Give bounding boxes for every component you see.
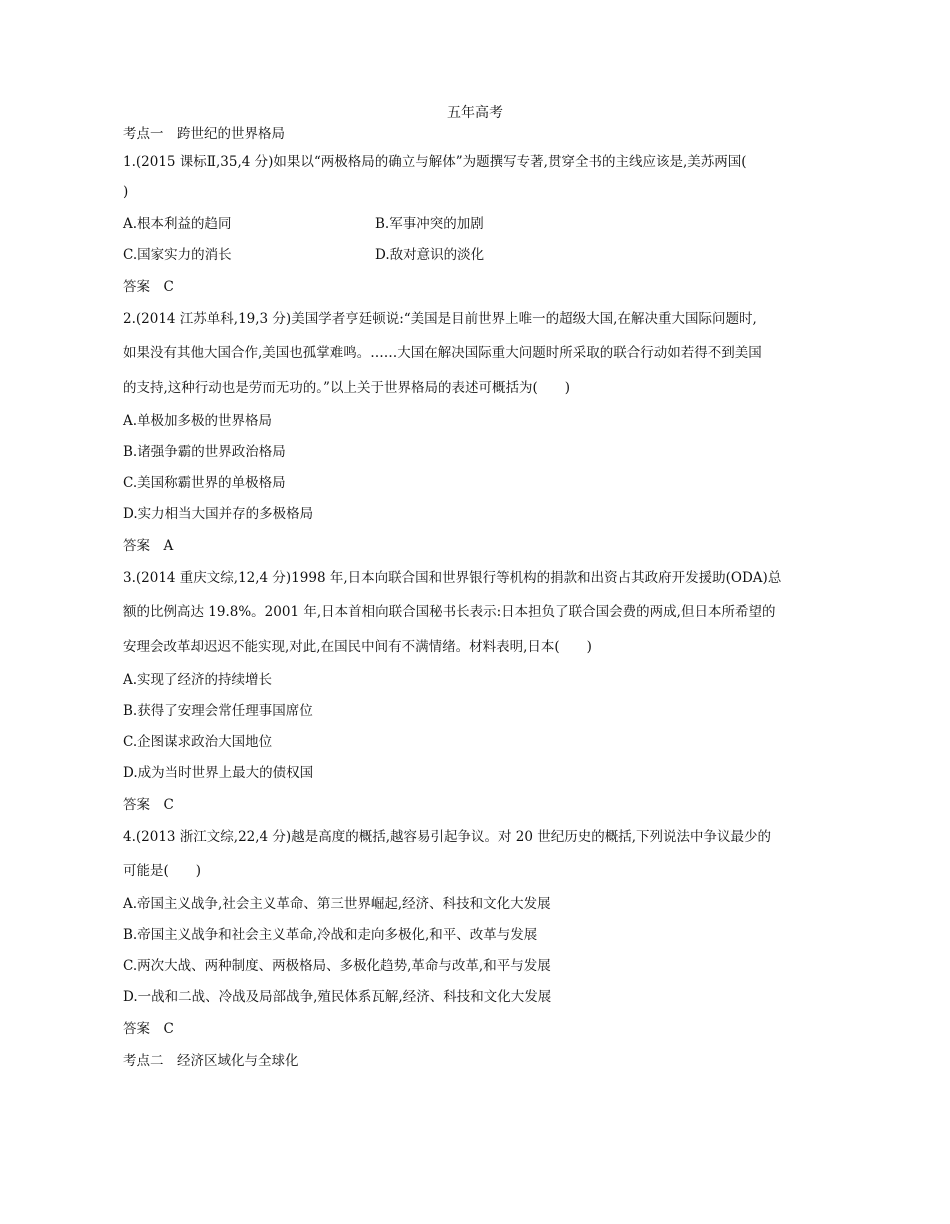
q4-stem-line2: 可能是( ): [123, 863, 202, 879]
q2-stem-line2: 如果没有其他大国合作,美国也孤掌难鸣。……大国在解决国际重大问题时所采取的联合行动如若得不到美国: [123, 345, 762, 361]
q4-option-a: A.帝国主义战争,社会主义革命、第三世界崛起,经济、科技和文化大发展: [123, 896, 551, 912]
q3-option-c: C.企图谋求政治大国地位: [123, 734, 273, 750]
q4-answer: 答案 C: [123, 1021, 174, 1037]
q2-stem-line1: 2.(2014 江苏单科,19,3 分)美国学者亨廷顿说:“美国是目前世界上唯一的超级大国,在解决重大国际问题时,: [123, 311, 757, 327]
section-heading-2: 考点二 经济区域化与全球化: [123, 1053, 299, 1069]
q1-option-c: C.国家实力的消长: [123, 247, 232, 263]
section-heading-1: 考点一 跨世纪的世界格局: [123, 126, 285, 142]
q1-option-b: B.军事冲突的加剧: [375, 216, 484, 232]
q4-option-d: D.一战和二战、冷战及局部战争,殖民体系瓦解,经济、科技和文化大发展: [123, 989, 552, 1005]
q4-stem-line1: 4.(2013 浙江文综,22,4 分)越是高度的概括,越容易引起争议。对 20 世纪历史的概括,下列说法中争议最少的: [123, 829, 772, 845]
q3-answer: 答案 C: [123, 797, 174, 813]
q2-option-a: A.单极加多极的世界格局: [123, 413, 273, 429]
q2-stem-line3: 的支持,这种行动也是劳而无功的。”以上关于世界格局的表述可概括为( ): [123, 380, 570, 396]
q3-option-d: D.成为当时世界上最大的债权国: [123, 765, 314, 781]
q2-option-b: B.诸强争霸的世界政治格局: [123, 444, 286, 460]
q2-option-c: C.美国称霸世界的单极格局: [123, 475, 286, 491]
q3-option-a: A.实现了经济的持续增长: [123, 672, 273, 688]
q4-option-c: C.两次大战、两种制度、两极格局、多极化趋势,革命与改革,和平与发展: [123, 958, 551, 974]
q1-option-d: D.敌对意识的淡化: [375, 247, 485, 263]
q1-answer: 答案 C: [123, 279, 174, 295]
q1-option-a: A.根本利益的趋同: [123, 216, 232, 232]
q1-stem-line1: 1.(2015 课标Ⅱ,35,4 分)如果以“两极格局的确立与解体”为题撰写专著,贯穿全书的主线应该是,美苏两国(: [123, 154, 747, 170]
q1-stem-line2: ): [123, 184, 129, 200]
q3-stem-line1: 3.(2014 重庆文综,12,4 分)1998 年,日本向联合国和世界银行等机构的捐款和出资占其政府开发援助(ODA)总: [123, 570, 782, 586]
q3-stem-line2: 额的比例高达 19.8%。2001 年,日本首相向联合国秘书长表示:日本担负了联合国会费的两成,但日本所希望的: [123, 604, 776, 620]
page-title: 五年高考: [447, 105, 503, 121]
q2-answer: 答案 A: [123, 538, 174, 554]
q3-stem-line3: 安理会改革却迟迟不能实现,对此,在国民中间有不满情绪。材料表明,日本( ): [123, 639, 592, 655]
q4-option-b: B.帝国主义战争和社会主义革命,冷战和走向多极化,和平、改革与发展: [123, 927, 538, 943]
q3-option-b: B.获得了安理会常任理事国席位: [123, 703, 313, 719]
q2-option-d: D.实力相当大国并存的多极格局: [123, 506, 314, 522]
